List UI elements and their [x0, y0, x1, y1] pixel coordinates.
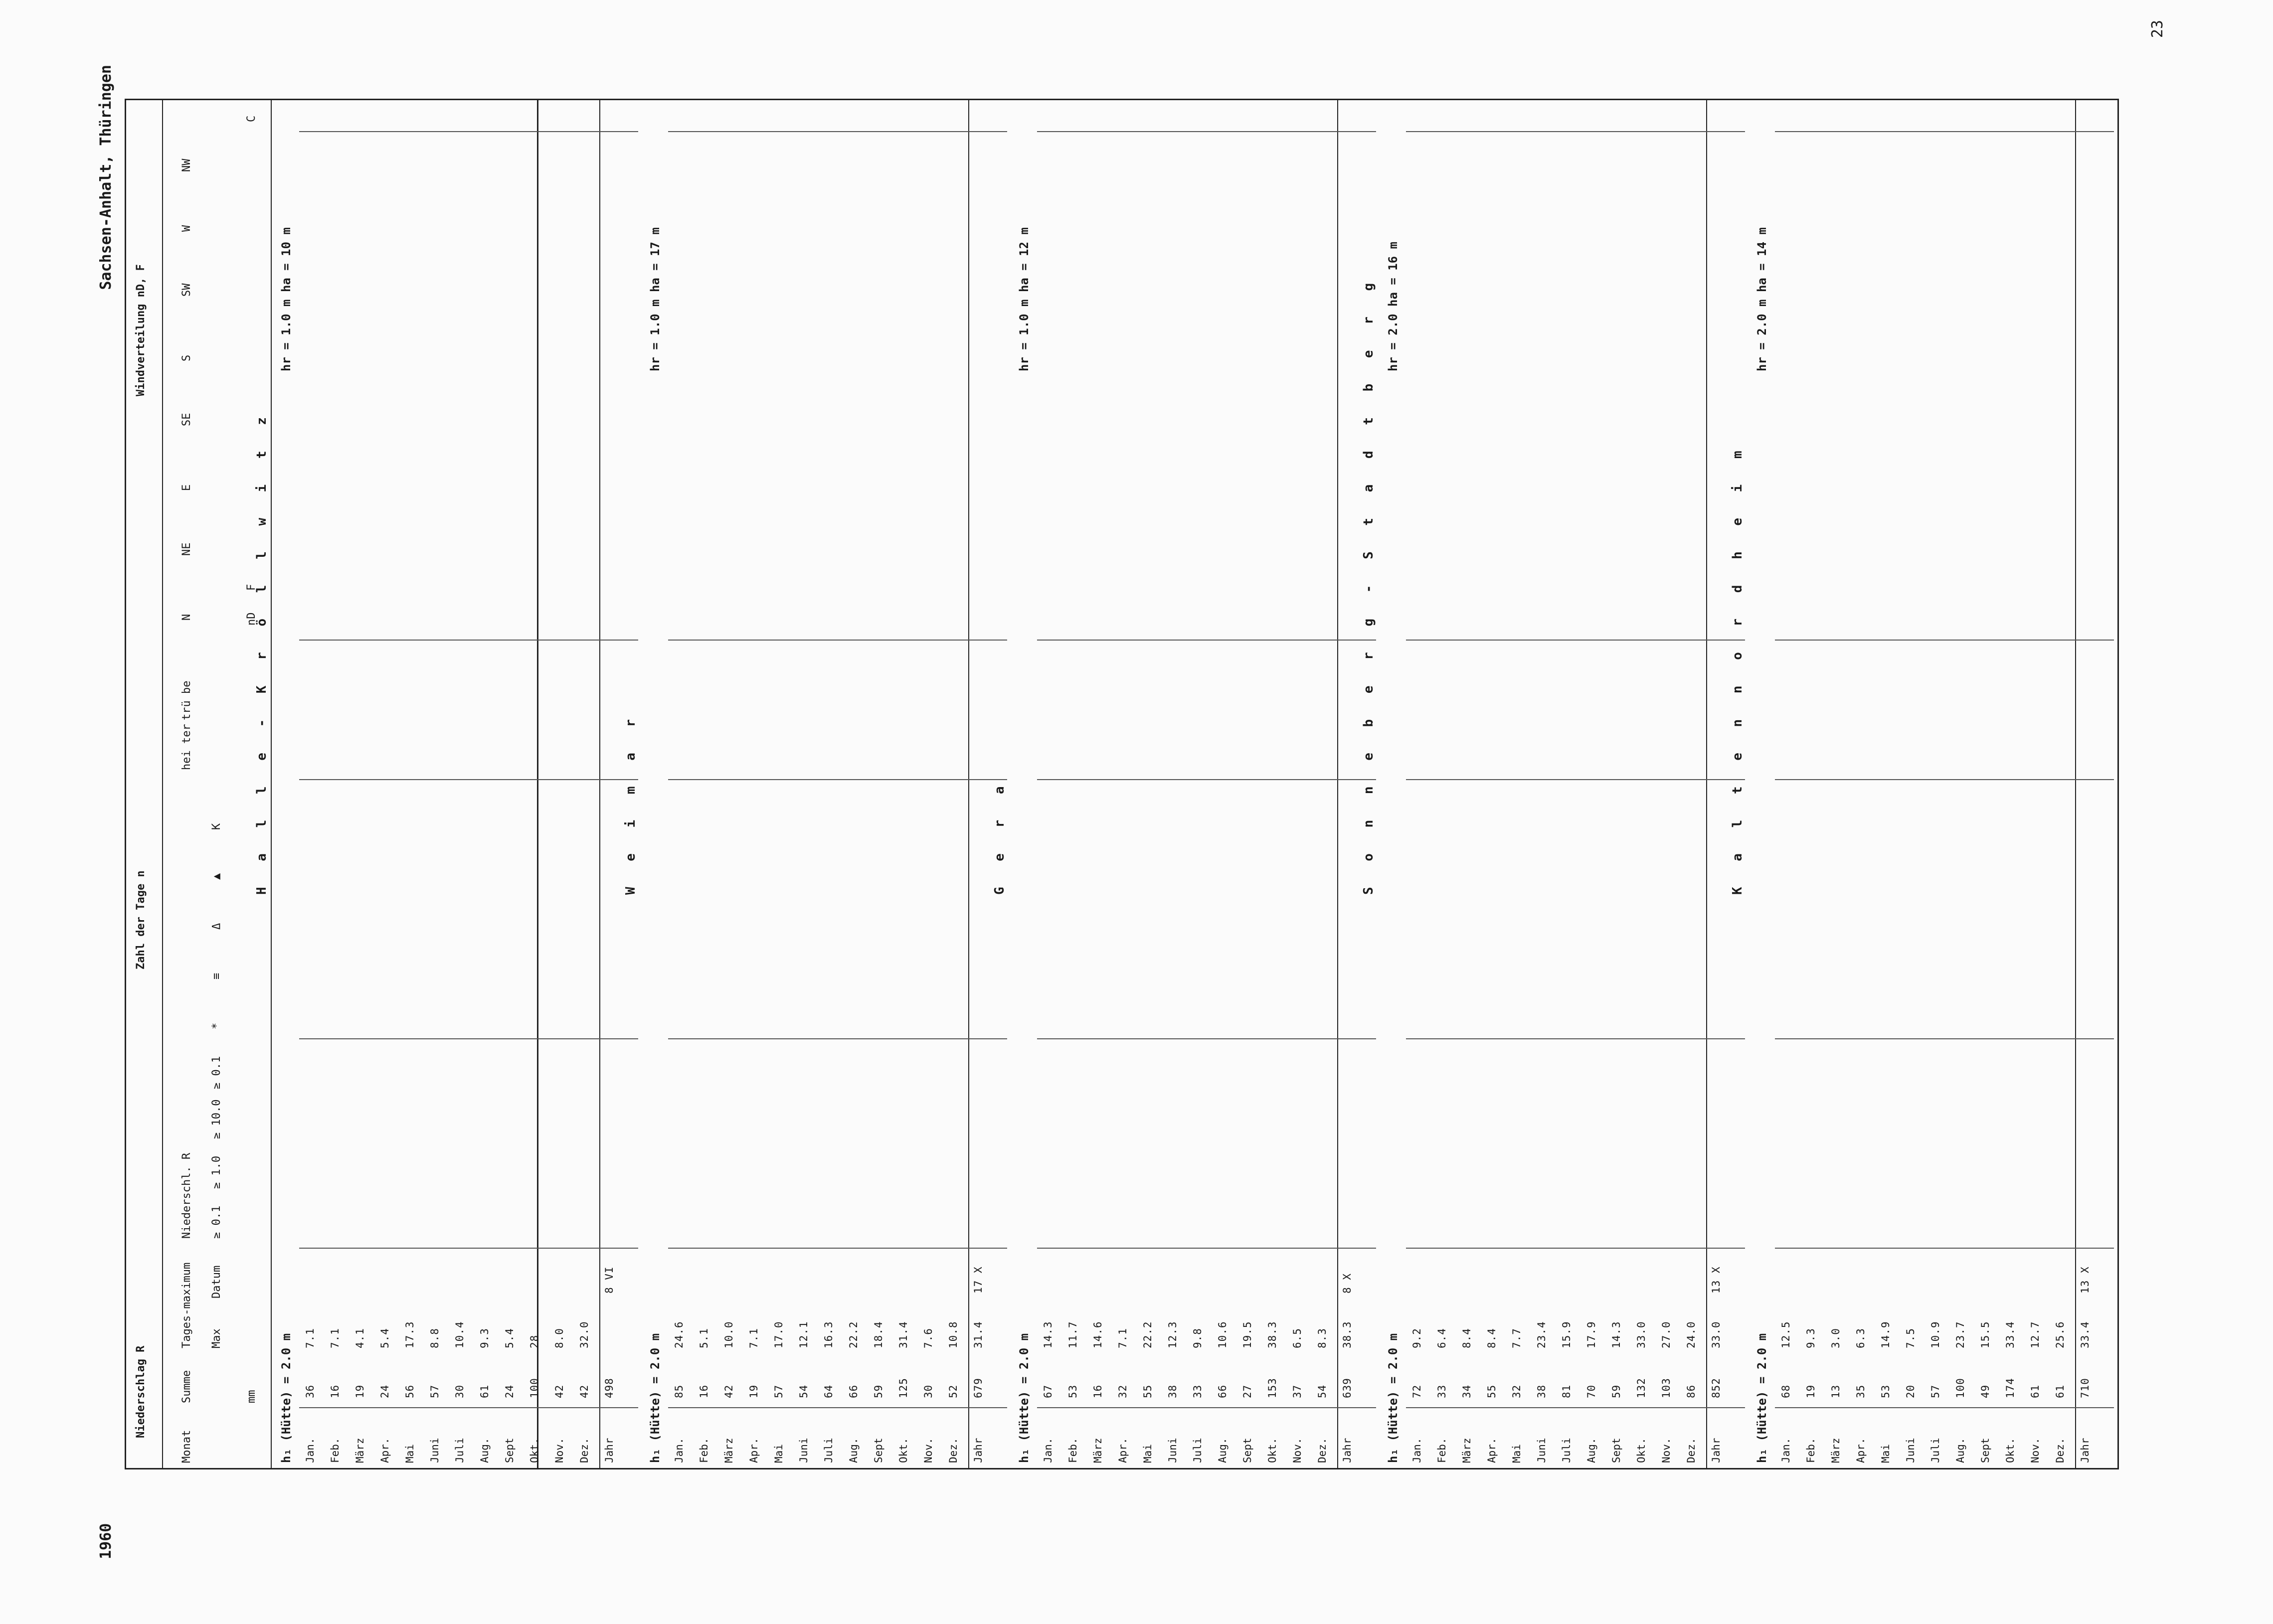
- summe-value: 70: [1585, 1384, 1597, 1398]
- max-value: 24.6: [673, 1321, 685, 1348]
- column-divider: [1037, 1248, 1376, 1249]
- max-value: 9.3: [1805, 1328, 1817, 1348]
- station-name: S o n n e b e r g - S t a d t b e r g: [1361, 274, 1376, 895]
- max-value: 17.0: [773, 1321, 785, 1348]
- column-divider: [1406, 1248, 1745, 1249]
- max-value: 22.2: [1142, 1321, 1154, 1348]
- column-divider: [299, 131, 638, 132]
- column-divider: [1775, 640, 2114, 641]
- summe-value: 100: [1954, 1378, 1966, 1398]
- month-label: März: [354, 1438, 366, 1463]
- summe-value: 56: [404, 1384, 416, 1398]
- column-divider: [1037, 131, 1376, 132]
- max-value: 10.9: [1929, 1321, 1941, 1348]
- max-value: 14.3: [1042, 1321, 1054, 1348]
- max-header: Max: [210, 1328, 223, 1348]
- station-hutte-height: h₁ (Hütte) = 2.0 m: [279, 1333, 293, 1463]
- column-divider: [1037, 1407, 1376, 1408]
- jahr-datum: 17 X: [972, 1266, 984, 1294]
- max-value: 9.8: [1192, 1328, 1204, 1348]
- station-block: [1361, 99, 1750, 1469]
- summe-value: 24: [379, 1384, 391, 1398]
- jahr-rule: [2075, 100, 2076, 1468]
- summe-value: 33: [1192, 1384, 1204, 1398]
- max-value: 18.4: [873, 1321, 884, 1348]
- jahr-datum: 8 VI: [603, 1266, 615, 1294]
- summe-value: 30: [922, 1384, 934, 1398]
- column-divider: [668, 131, 1007, 132]
- month-label: Aug.: [1585, 1438, 1597, 1463]
- month-label: Apr.: [1117, 1438, 1129, 1463]
- month-label: Apr.: [1486, 1438, 1498, 1463]
- climate-table: [125, 99, 2129, 1469]
- month-label: Mai: [1142, 1444, 1154, 1463]
- max-value: 12.7: [2029, 1321, 2041, 1348]
- column-divider: [299, 1038, 638, 1039]
- column-divider: [299, 640, 638, 641]
- max-value: 12.1: [798, 1321, 810, 1348]
- station-hutte-height: h₁ (Hütte) = 2.0 m: [1386, 1333, 1400, 1463]
- month-label: Jan.: [1411, 1438, 1423, 1463]
- column-divider: [1406, 1407, 1745, 1408]
- month-label: Mai: [404, 1444, 416, 1463]
- max-value: 10.4: [454, 1321, 466, 1348]
- column-divider: [299, 1248, 638, 1249]
- month-label: Dez.: [947, 1438, 959, 1463]
- summe-value: 38: [1167, 1384, 1179, 1398]
- max-value: 7.5: [1905, 1328, 1917, 1348]
- month-label: März: [1830, 1438, 1842, 1463]
- max-value: 5.1: [698, 1328, 710, 1348]
- summe-value: 55: [1486, 1384, 1498, 1398]
- month-label: Feb.: [1805, 1438, 1817, 1463]
- summe-value: 19: [1805, 1384, 1817, 1398]
- summe-value: 59: [873, 1384, 884, 1398]
- column-divider: [1406, 640, 1745, 641]
- dir-se: SE: [180, 413, 193, 426]
- column-divider: [1775, 779, 2114, 780]
- max-value: 16.3: [823, 1321, 835, 1348]
- zahl-der-tage-header: Zahl der Tage n: [135, 870, 147, 970]
- max-value: 8.8: [429, 1328, 441, 1348]
- column-divider: [1037, 1038, 1376, 1039]
- tagesmaximum-header: Tages-maximum: [180, 1262, 193, 1348]
- month-label: Jan.: [673, 1438, 685, 1463]
- column-divider: [668, 1407, 1007, 1408]
- max-value: 33.4: [2004, 1321, 2016, 1348]
- summe-value: 852: [1710, 1378, 1722, 1398]
- summe-value: 19: [354, 1384, 366, 1398]
- summe-value: 68: [1780, 1384, 1792, 1398]
- summe-value: 679: [972, 1378, 984, 1398]
- month-label: Okt.: [528, 1438, 540, 1463]
- summe-value: 19: [748, 1384, 760, 1398]
- dir-n: N: [180, 614, 193, 621]
- month-label: Mai: [1880, 1444, 1892, 1463]
- max-value: 14.3: [1610, 1321, 1622, 1348]
- summe-value: 32: [1511, 1384, 1523, 1398]
- month-label: Jan.: [1780, 1438, 1792, 1463]
- month-label: Juli: [1929, 1438, 1941, 1463]
- summe-value: 54: [1316, 1384, 1328, 1398]
- max-value: 15.9: [1561, 1321, 1573, 1348]
- max-value: 17.3: [404, 1321, 416, 1348]
- dir-sw: SW: [180, 283, 193, 297]
- station-block: [1730, 99, 2119, 1469]
- month-label: Apr.: [748, 1438, 760, 1463]
- max-value: 23.4: [1536, 1321, 1548, 1348]
- summe-value: 54: [798, 1384, 810, 1398]
- month-label: März: [1092, 1438, 1104, 1463]
- max-value: 33.0: [1635, 1321, 1647, 1348]
- month-label: Nov.: [1291, 1438, 1303, 1463]
- summe-value: 81: [1561, 1384, 1573, 1398]
- station-name: K a l t e n n o r d h e i m: [1730, 442, 1745, 895]
- month-label: Juli: [823, 1438, 835, 1463]
- unit-mm: mm: [245, 1390, 258, 1403]
- summe-value: 53: [1880, 1384, 1892, 1398]
- max-value: 17.9: [1585, 1321, 1597, 1348]
- year-label: 1960: [97, 1523, 115, 1559]
- summe-value: 710: [2079, 1378, 2091, 1398]
- month-label: Feb.: [698, 1438, 710, 1463]
- summe-value: 64: [823, 1384, 835, 1398]
- heiter-header: hei ter: [180, 724, 193, 770]
- max-value: 38.3: [1341, 1321, 1353, 1348]
- column-divider: [299, 779, 638, 780]
- niederschlag-header: Niederschlag R: [135, 1345, 147, 1438]
- max-value: 6.4: [1436, 1328, 1448, 1348]
- max-value: 12.5: [1780, 1321, 1792, 1348]
- summe-value: 38: [1536, 1384, 1548, 1398]
- column-divider: [668, 1248, 1007, 1249]
- summe-value: 32: [1117, 1384, 1129, 1398]
- max-value: 4.1: [354, 1328, 366, 1348]
- snow-symbol-0: *: [210, 1022, 223, 1029]
- summe-value: 53: [1067, 1384, 1079, 1398]
- summe-value: 16: [698, 1384, 710, 1398]
- max-value: 12.3: [1167, 1321, 1179, 1348]
- month-label: Okt.: [2004, 1438, 2016, 1463]
- month-label: Sept: [1610, 1438, 1622, 1463]
- month-label: Okt.: [897, 1438, 909, 1463]
- month-label: Jahr: [1341, 1438, 1353, 1463]
- month-label: Sept: [1241, 1438, 1253, 1463]
- dir-e: E: [180, 484, 193, 491]
- month-label: Sept: [1979, 1438, 1991, 1463]
- jahr-rule: [599, 100, 600, 1468]
- max-value: 24.0: [1685, 1321, 1697, 1348]
- column-divider: [1406, 779, 1745, 780]
- nd-label: nD: [245, 612, 258, 626]
- summe-value: 49: [1979, 1384, 1991, 1398]
- max-value: 33.4: [2079, 1321, 2091, 1348]
- max-value: 31.4: [972, 1321, 984, 1348]
- summe-value: 42: [723, 1384, 735, 1398]
- station-name: H a l l e - K r ö l l w i t z: [254, 408, 269, 895]
- column-divider: [1037, 779, 1376, 780]
- max-value: 3.0: [1830, 1328, 1842, 1348]
- summe-value: 16: [329, 1384, 341, 1398]
- max-value: 5.4: [379, 1328, 391, 1348]
- jahr-rule: [968, 100, 969, 1468]
- snow-symbol-3: ▲: [210, 873, 223, 880]
- month-label: Juli: [1192, 1438, 1204, 1463]
- station-block: [254, 99, 643, 1469]
- month-label: Dez.: [578, 1438, 590, 1463]
- summe-value: 35: [1855, 1384, 1867, 1398]
- max-value: 32.0: [578, 1321, 590, 1348]
- dir-ne: NE: [180, 542, 193, 556]
- max-value: 8.0: [553, 1328, 565, 1348]
- dir-s: S: [180, 354, 193, 361]
- month-label: Apr.: [1855, 1438, 1867, 1463]
- max-value: 22.2: [848, 1321, 860, 1348]
- column-divider: [668, 640, 1007, 641]
- station-block: [992, 99, 1381, 1469]
- max-value: 28: [528, 1334, 540, 1348]
- jahr-datum: 13 X: [1710, 1266, 1722, 1294]
- month-label: Jahr: [972, 1438, 984, 1463]
- max-value: 23.7: [1954, 1321, 1966, 1348]
- month-label: Mai: [1511, 1444, 1523, 1463]
- summe-value: 55: [1142, 1384, 1154, 1398]
- summe-value: 66: [1217, 1384, 1228, 1398]
- month-label: Nov.: [2029, 1438, 2041, 1463]
- threshold-1: ≥ 1.0: [210, 1155, 223, 1189]
- max-value: 9.2: [1411, 1328, 1423, 1348]
- summe-value: 13: [1830, 1384, 1842, 1398]
- column-divider: [1406, 1038, 1745, 1039]
- month-label: Jahr: [1710, 1438, 1722, 1463]
- month-label: Nov.: [922, 1438, 934, 1463]
- page-number: 23: [2149, 20, 2166, 38]
- station-anemometer-height: hr = 1.0 m ha = 12 m: [1017, 227, 1031, 371]
- summe-value: 36: [304, 1384, 316, 1398]
- station-block: [623, 99, 1012, 1469]
- summe-value: 16: [1092, 1384, 1104, 1398]
- max-value: 7.1: [304, 1328, 316, 1348]
- monat-header: Monat: [180, 1430, 193, 1463]
- jahr-rule: [1706, 100, 1707, 1468]
- niederschl-r-header: Niederschl. R: [180, 1152, 193, 1239]
- max-value: 8.3: [1316, 1328, 1328, 1348]
- column-divider: [1037, 640, 1376, 641]
- summe-value: 61: [479, 1384, 491, 1398]
- summe-value: 52: [947, 1384, 959, 1398]
- summe-value: 174: [2004, 1378, 2016, 1398]
- max-value: 19.5: [1241, 1321, 1253, 1348]
- month-label: Feb.: [329, 1438, 341, 1463]
- month-label: Aug.: [1954, 1438, 1966, 1463]
- summe-value: 103: [1660, 1378, 1672, 1398]
- month-label: Aug.: [848, 1438, 860, 1463]
- summe-value: 30: [454, 1384, 466, 1398]
- station-anemometer-height: hr = 2.0 m ha = 14 m: [1755, 227, 1769, 371]
- max-value: 31.4: [897, 1321, 909, 1348]
- threshold-3: ≥ 0.1: [210, 1056, 223, 1089]
- summe-value: 61: [2029, 1384, 2041, 1398]
- snow-symbol-2: Δ: [210, 923, 223, 930]
- month-label: Feb.: [1436, 1438, 1448, 1463]
- max-value: 10.0: [723, 1321, 735, 1348]
- station-hutte-height: h₁ (Hütte) = 2.0 m: [1755, 1333, 1769, 1463]
- month-label: Jan.: [1042, 1438, 1054, 1463]
- month-label: Juni: [429, 1438, 441, 1463]
- station-name: W e i m a r: [623, 710, 638, 895]
- month-label: Dez.: [1685, 1438, 1697, 1463]
- max-value: 9.3: [479, 1328, 491, 1348]
- month-label: Dez.: [2054, 1438, 2066, 1463]
- threshold-0: ≥ 0.1: [210, 1205, 223, 1239]
- month-label: Mai: [773, 1444, 785, 1463]
- f-label: F: [245, 584, 258, 591]
- month-label: Dez.: [1316, 1438, 1328, 1463]
- max-value: 10.6: [1217, 1321, 1228, 1348]
- max-value: 15.5: [1979, 1321, 1991, 1348]
- dir-nw: NW: [180, 159, 193, 172]
- month-label: Juli: [1561, 1438, 1573, 1463]
- summe-value: 61: [2054, 1384, 2066, 1398]
- windverteilung-header: Windverteilung nD, F: [135, 264, 147, 396]
- column-divider: [1775, 1248, 2114, 1249]
- max-value: 5.4: [504, 1328, 516, 1348]
- station-anemometer-height: hr = 1.0 m ha = 17 m: [648, 227, 662, 371]
- month-label: Juni: [798, 1438, 810, 1463]
- truebe-header: trü be: [180, 680, 193, 720]
- summe-value: 34: [1461, 1384, 1473, 1398]
- column-divider: [668, 779, 1007, 780]
- summe-value: 42: [553, 1384, 565, 1398]
- header-bottom-rule: [271, 100, 272, 1468]
- summe-value: 27: [1241, 1384, 1253, 1398]
- max-value: 6.3: [1855, 1328, 1867, 1348]
- summe-value: 57: [429, 1384, 441, 1398]
- calm-header: C: [245, 115, 258, 122]
- max-value: 7.7: [1511, 1328, 1523, 1348]
- summe-value: 57: [773, 1384, 785, 1398]
- max-value: 8.4: [1461, 1328, 1473, 1348]
- station-hutte-height: h₁ (Hütte) = 2.0 m: [648, 1333, 662, 1463]
- jahr-datum: 13 X: [2079, 1266, 2091, 1294]
- snow-symbol-4: K: [210, 823, 223, 830]
- summe-value: 85: [673, 1384, 685, 1398]
- summe-value: 66: [848, 1384, 860, 1398]
- max-value: 27.0: [1660, 1321, 1672, 1348]
- summe-value: 24: [504, 1384, 516, 1398]
- jahr-datum: 8 X: [1341, 1273, 1353, 1294]
- month-label: Jan.: [304, 1438, 316, 1463]
- snow-symbol-1: ≡: [210, 973, 223, 979]
- month-label: März: [723, 1438, 735, 1463]
- station-name: G e r a: [992, 777, 1007, 895]
- column-divider: [668, 1038, 1007, 1039]
- summe-value: 153: [1266, 1378, 1278, 1398]
- month-label: Okt.: [1635, 1438, 1647, 1463]
- header-rule: [162, 100, 163, 1468]
- column-divider: [299, 1407, 638, 1408]
- column-divider: [1775, 1407, 2114, 1408]
- column-divider: [1775, 131, 2114, 132]
- summe-value: 639: [1341, 1378, 1353, 1398]
- column-divider: [1775, 1038, 2114, 1039]
- max-value: 7.6: [922, 1328, 934, 1348]
- max-value: 33.0: [1710, 1321, 1722, 1348]
- max-value: 25.6: [2054, 1321, 2066, 1348]
- summe-value: 67: [1042, 1384, 1054, 1398]
- dir-w: W: [180, 225, 193, 232]
- summe-value: 59: [1610, 1384, 1622, 1398]
- summe-value: 20: [1905, 1384, 1917, 1398]
- month-label: Aug.: [1217, 1438, 1228, 1463]
- region-label: Sachsen-Anhalt, Thüringen: [97, 65, 115, 290]
- station-anemometer-height: hr = 2.0 ha = 16 m: [1386, 241, 1400, 371]
- summe-value: 125: [897, 1378, 909, 1398]
- month-label: Sept: [873, 1438, 884, 1463]
- max-value: 38.3: [1266, 1321, 1278, 1348]
- month-label: Juni: [1536, 1438, 1548, 1463]
- month-label: Juli: [454, 1438, 466, 1463]
- max-value: 7.1: [748, 1328, 760, 1348]
- month-label: Juni: [1905, 1438, 1917, 1463]
- max-value: 8.4: [1486, 1328, 1498, 1348]
- max-value: 11.7: [1067, 1321, 1079, 1348]
- month-label: Sept: [504, 1438, 516, 1463]
- datum-header: Datum: [210, 1265, 223, 1299]
- month-label: Okt.: [1266, 1438, 1278, 1463]
- summe-value: 33: [1436, 1384, 1448, 1398]
- station-hutte-height: h₁ (Hütte) = 2.0 m: [1017, 1333, 1031, 1463]
- max-value: 14.6: [1092, 1321, 1104, 1348]
- column-divider: [1406, 131, 1745, 132]
- summe-value: 57: [1929, 1384, 1941, 1398]
- summe-value: 498: [603, 1378, 615, 1398]
- month-label: Feb.: [1067, 1438, 1079, 1463]
- jahr-rule: [1337, 100, 1338, 1468]
- month-label: März: [1461, 1438, 1473, 1463]
- summe-value: 100: [528, 1378, 540, 1398]
- summe-value: 37: [1291, 1384, 1303, 1398]
- month-label: Nov.: [1660, 1438, 1672, 1463]
- month-label: Aug.: [479, 1438, 491, 1463]
- summe-value: 72: [1411, 1384, 1423, 1398]
- max-value: 14.9: [1880, 1321, 1892, 1348]
- station-anemometer-height: hr = 1.0 m ha = 10 m: [279, 227, 293, 371]
- month-label: Nov.: [553, 1438, 565, 1463]
- max-value: 7.1: [1117, 1328, 1129, 1348]
- month-label: Apr.: [379, 1438, 391, 1463]
- summe-value: 132: [1635, 1378, 1647, 1398]
- threshold-2: ≥ 10.0: [210, 1099, 223, 1139]
- month-label: Jahr: [603, 1438, 615, 1463]
- summe-header: Summe: [180, 1370, 193, 1403]
- summe-value: 42: [578, 1384, 590, 1398]
- summe-value: 86: [1685, 1384, 1697, 1398]
- max-value: 10.8: [947, 1321, 959, 1348]
- max-value: 7.1: [329, 1328, 341, 1348]
- month-label: Juni: [1167, 1438, 1179, 1463]
- max-value: 6.5: [1291, 1328, 1303, 1348]
- month-label: Jahr: [2079, 1438, 2091, 1463]
